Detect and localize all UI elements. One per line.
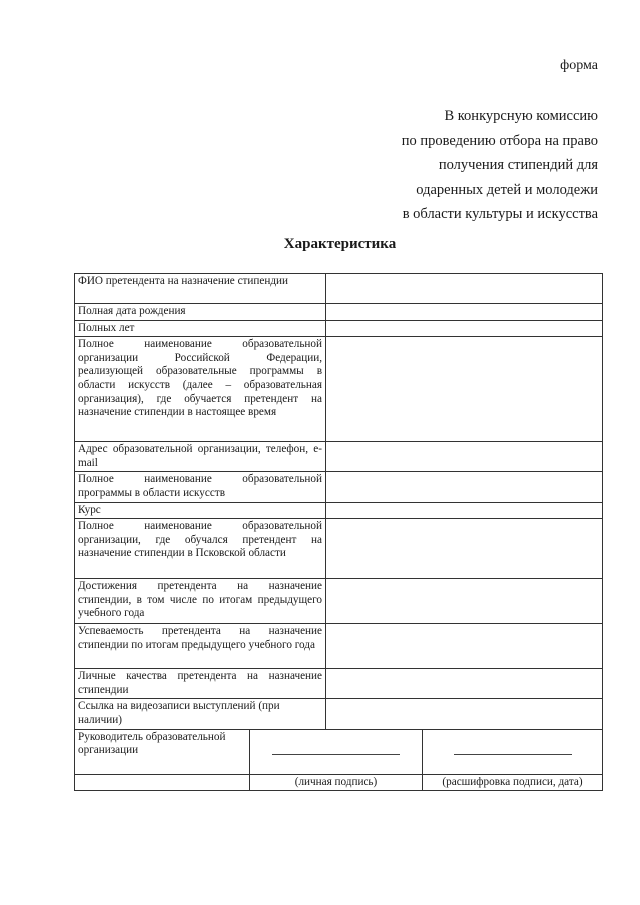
table-row: [75, 579, 603, 624]
addressee-line: в области культуры и искусства: [402, 206, 598, 222]
value-cell-address[interactable]: [326, 442, 603, 472]
addressee-line: В конкурсную комиссию: [444, 108, 598, 124]
table-row: [75, 519, 603, 579]
value-cell-organization[interactable]: [326, 337, 603, 442]
decoding-field[interactable]: [423, 729, 603, 774]
row-label-course: Курс: [75, 502, 326, 519]
row-label-performance: Успеваемость претендента на назначение стипендии по итогам предыдущего учебного года: [75, 624, 326, 669]
value-cell-course[interactable]: [326, 502, 603, 519]
signature-field[interactable]: [250, 729, 423, 774]
table-row: [75, 624, 603, 669]
caption-row: [75, 774, 603, 791]
signature-row: [75, 729, 603, 774]
value-cell-previous-organization[interactable]: [326, 519, 603, 579]
value-cell-performance[interactable]: [326, 624, 603, 669]
value-cell-age[interactable]: [326, 320, 603, 337]
row-label-organization: Полное наименование образовательной организации Российской Федерации, реализующей образовательные программы в области искусств (далее – образовательная организация), где обучается претендент на назначение стипендии в настоящее время: [75, 337, 326, 442]
signature-caption: (личная подпись): [250, 774, 423, 791]
row-label-birth-date: Полная дата рождения: [75, 304, 326, 321]
characteristics-table: [74, 273, 603, 791]
row-label-achievements: Достижения претендента на назначение стипендии, в том числе по итогам предыдущего учебного года: [75, 579, 326, 624]
value-cell-achievements[interactable]: [326, 579, 603, 624]
row-label-video-link: Ссылка на видеозаписи выступлений (при наличии): [75, 699, 326, 729]
row-label-personal-qualities: Личные качества претендента на назначение стипендии: [75, 669, 326, 699]
table-row: [75, 669, 603, 699]
table-row: [75, 304, 603, 321]
table-row: [75, 337, 603, 442]
addressee-block: [298, 104, 598, 227]
value-cell-fio[interactable]: [326, 274, 603, 304]
empty-cell: [75, 774, 250, 791]
row-label-address: Адрес образовательной организации, телефон, e-mail: [75, 442, 326, 472]
table-row: [75, 502, 603, 519]
row-label-program: Полное наименование образовательной программы в области искусств: [75, 472, 326, 502]
signature-label: Руководитель образовательной организации: [75, 729, 250, 774]
value-cell-birth-date[interactable]: [326, 304, 603, 321]
decoding-caption: (расшифровка подписи, дата): [423, 774, 603, 791]
row-label-age: Полных лет: [75, 320, 326, 337]
value-cell-video-link[interactable]: [326, 699, 603, 729]
addressee-line: получения стипендий для: [438, 157, 598, 173]
value-cell-personal-qualities[interactable]: [326, 669, 603, 699]
addressee-line: одаренных детей и молодежи: [416, 181, 598, 198]
row-label-fio: ФИО претендента на назначение стипендии: [75, 274, 326, 304]
form-label: форма: [560, 58, 598, 73]
row-label-previous-organization: Полное наименование образовательной организации, где обучался претендент на назначение стипендии в Псковской области: [75, 519, 326, 579]
addressee-line: по проведению отбора на право: [401, 132, 598, 149]
value-cell-program[interactable]: [326, 472, 603, 502]
document-title: Характеристика: [283, 236, 397, 252]
table-row: [75, 274, 603, 304]
table-row: [75, 320, 603, 337]
table-row: [75, 472, 603, 502]
table-row: [75, 442, 603, 472]
table-row: [75, 699, 603, 729]
